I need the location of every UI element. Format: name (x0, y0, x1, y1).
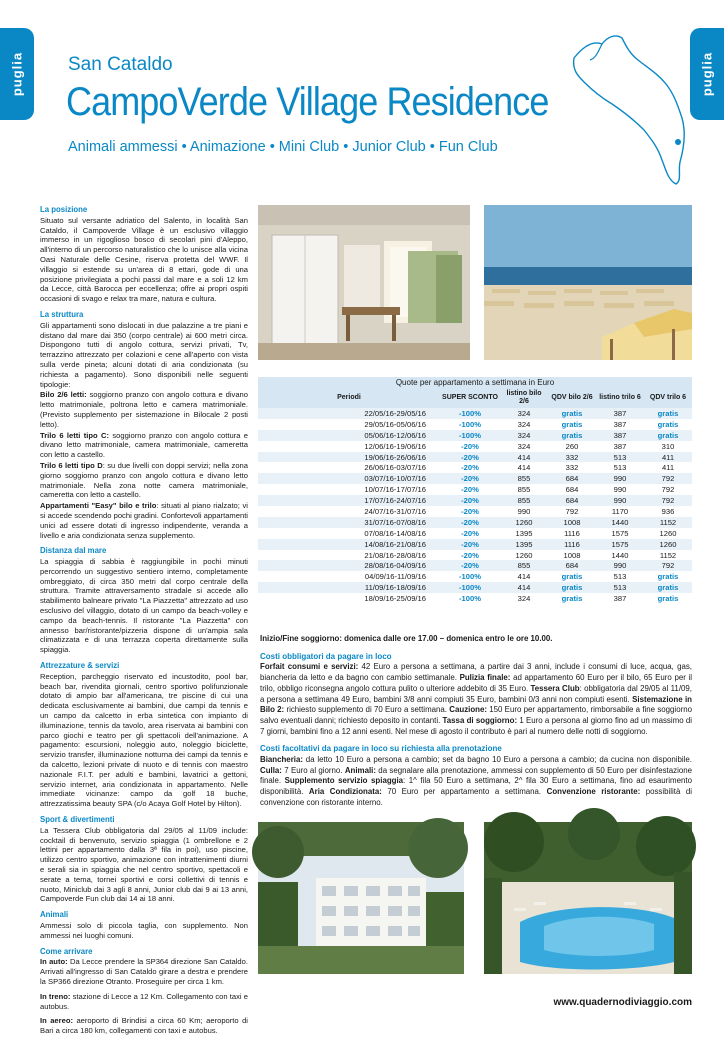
table-row (258, 419, 692, 430)
table-cell: 1116 (548, 539, 596, 550)
table-cell: 11/09/16-18/09/16 (258, 582, 440, 593)
table-cell: 1008 (548, 517, 596, 528)
section-text: La Tessera Club obbligatoria dal 29/05 al 11/09 include: cocktail di benvenuto, servizio spiaggia (1 ombrellone e 2 lettini per appartamento dalla 3ª fila in poi), uso piscine, utilizzo centro sportivo, animazione con intrattenimenti diurni e serali sia in spiaggia che nel centro sportivo, spettacoli e serate a tema, tornei sportivi e corsi collettivi di tennis e nuoto, Miniclub dai 3 agli 8 anni, Junior club dai 9 ai 13 anni, Campoverde Fun club dai 14 ai 18 anni. (40, 825, 248, 904)
table-cell: 1260 (644, 528, 692, 539)
table-row (258, 539, 692, 550)
table-cell: -100% (440, 582, 500, 593)
city-name: San Cataldo (68, 54, 173, 75)
table-cell: 324 (500, 408, 548, 419)
table-cell: 855 (500, 495, 548, 506)
table-cell: 513 (596, 452, 644, 463)
table-cell: 387 (596, 593, 644, 604)
table-cell: 792 (644, 495, 692, 506)
table-cell: 03/07/16-10/07/16 (258, 473, 440, 484)
table-row (258, 430, 692, 441)
table-cell: 1152 (644, 517, 692, 528)
table-cell: 1395 (500, 528, 548, 539)
table-cell: 387 (596, 430, 644, 441)
puglia-map-icon (568, 30, 692, 190)
table-cell: 684 (548, 473, 596, 484)
table-cell: gratis (644, 582, 692, 593)
table-row (258, 462, 692, 473)
table-cell: 1260 (644, 539, 692, 550)
costs-info (260, 634, 692, 809)
building-photo (258, 822, 464, 974)
table-cell: gratis (548, 582, 596, 593)
table-cell: 684 (548, 484, 596, 495)
table-cell: 1170 (596, 506, 644, 517)
table-cell: 22/05/16-29/05/16 (258, 408, 440, 419)
column-header: Periodi (258, 388, 440, 408)
page-title: CampoVerde Village Residence (66, 80, 549, 124)
section-title: Animali (40, 910, 69, 920)
table-cell: -100% (440, 571, 500, 582)
table-cell: 332 (548, 452, 596, 463)
table-cell: gratis (644, 419, 692, 430)
table-row (258, 506, 692, 517)
table-cell: 10/07/16-17/07/16 (258, 484, 440, 495)
section-title: La struttura (40, 309, 84, 319)
table-cell: gratis (548, 419, 596, 430)
section-text: Situato sul versante adriatico del Salento, in località San Cataldo, il Campoverde Village è un esclusivo villaggio immerso in un rigoglioso bosco di secolari pini d'Aleppo, all'interno di un percorso naturalistico che lo unisce alla vicina Oasi Naturale delle Cesine, riserva protetta del WWF. Il villaggio si estende su un'area di 8 ettari, gode di una posizione privilegiata a pochi passi dal mare e a soli 12 km da Lecce, città Barocca per eccellenza; offre ai propri ospiti occasioni di svago e relax tra mare, natura e cultura. (40, 215, 248, 304)
section-title: Costi facoltativi da pagare in loco su richiesta alla prenotazione (260, 744, 502, 754)
region-tab-right (690, 28, 724, 120)
table-row (258, 571, 692, 582)
table-cell: 05/06/16-12/06/16 (258, 430, 440, 441)
table-row (258, 484, 692, 495)
table-cell: 387 (596, 419, 644, 430)
table-row (258, 550, 692, 561)
interior-photo (258, 205, 470, 360)
section-text: La spiaggia di sabbia è raggiungibile in pochi minuti percorrendo un suggestivo sentiero interno, completamente ombreggiato, di circa 350 metri dal corpo centrale della struttura. Tramite attraversamento stradale si accede allo stabilimento balneare privato "La Piazzetta" attrezzato ad uso esclusivo del villaggio, dotato di un campo da beach-volley e campo da beach-tennis. Il ristorante "La Piazzetta" con annesso bar/ristorante/pizzeria dispone di un'ampia sala climatizzata e di una terrazza coperta direttamente sulla spiaggia. (40, 557, 248, 655)
table-cell: 990 (596, 484, 644, 495)
table-cell: 414 (500, 462, 548, 473)
table-cell: 1260 (500, 517, 548, 528)
table-cell: -100% (440, 419, 500, 430)
table-cell: 1575 (596, 528, 644, 539)
table-cell: 324 (500, 430, 548, 441)
table-cell: -20% (440, 528, 500, 539)
table-cell: 792 (548, 506, 596, 517)
table-cell: 04/09/16-11/09/16 (258, 571, 440, 582)
table-cell: -20% (440, 539, 500, 550)
table-cell: -100% (440, 593, 500, 604)
section-text: Gli appartamenti sono dislocati in due palazzine a tre piani e distano dal mare dai 350 (corpo centrale) ai 600 metri circa. Dispongono tutti di angolo cottura, servizi privati, Tv, terrazzino attrezzato per colazioni e cene all'aperto con vista sulla verde pineta; alcuni dotati di aria condizionata (su richiesta a pagamento). Sono disponibili nelle seguenti tipologie: (40, 320, 248, 389)
table-cell: 411 (644, 462, 692, 473)
table-cell: -20% (440, 473, 500, 484)
table-cell: 855 (500, 473, 548, 484)
table-cell: -20% (440, 517, 500, 528)
table-cell: 24/07/16-31/07/16 (258, 506, 440, 517)
table-cell: -20% (440, 560, 500, 571)
table-cell: 792 (644, 473, 692, 484)
table-cell: 411 (644, 452, 692, 463)
table-cell: 324 (500, 441, 548, 452)
pool-photo (484, 822, 692, 974)
mandatory-costs-text: Forfait consumi e servizi: 42 Euro a persona a settimana, a partire dai 3 anni, include i consumi di luce, acqua, gas, biancheria da letto e da bagno con cambio settimanale. Pulizia finale: ad appartamento 60 Euro per il bilo, 65 Euro per il trilo, obbligo riconsegna angolo cottura pulito o ulteriore addebito di 35 Euro. Tessera Club: obbligatoria dal 29/05 al 11/09, a persona a settimana 49 Euro, bambini 3/8 anni compiuti 35 Euro, bambini 0/3 anni non compiuti esenti. Sistemazione in Bilo 2: richiesto supplemento di 70 Euro a settimana. Cauzione: 150 Euro per appartamento, rimborsabile a fine soggiorno salvo eventuali danni; richiesto deposito in contanti. Tassa di soggiorno: 1 Euro a persona al giorno fino ad un massimo di 7 giorni, bambini fino a 12 anni esenti. Nel mese di agosto il contributo è pari al numero delle notti di soggiorno. (260, 662, 692, 736)
table-cell: -20% (440, 550, 500, 561)
table-cell: -20% (440, 441, 500, 452)
table-cell: 414 (500, 582, 548, 593)
aereo-directions: In aereo: aeroporto di Brindisi a circa 60 Km; aeroporto di Bari a circa 180 km, collegamenti con taxi e autobus. (40, 1016, 248, 1036)
bilo-description: Bilo 2/6 letti: soggiorno pranzo con angolo cottura e divano letto matrimoniale, poltrona letto e camera matrimoniale. (Previsto supplemento per sistemazione in Bilocale 2 posti letto). (40, 390, 248, 429)
table-cell: 387 (596, 408, 644, 419)
column-header: QDV trilo 6 (644, 388, 692, 408)
section-text: Ammessi solo di piccola taglia, con supplemento. Non ammessi nei luoghi comuni. (40, 920, 248, 940)
table-cell: gratis (644, 593, 692, 604)
table-caption: Quote per appartamento a settimana in Euro (258, 377, 692, 388)
beach-photo (484, 205, 692, 360)
table-cell: 1008 (548, 550, 596, 561)
table-cell: 260 (548, 441, 596, 452)
table-row (258, 582, 692, 593)
table-cell: gratis (548, 571, 596, 582)
check-in-out: Inizio/Fine soggiorno: domenica dalle ore 17.00 – domenica entro le ore 10.00. (260, 634, 553, 643)
table-cell: 324 (500, 593, 548, 604)
table-cell: 513 (596, 462, 644, 473)
table-cell: 31/07/16-07/08/16 (258, 517, 440, 528)
table-cell: 1116 (548, 528, 596, 539)
table-row (258, 517, 692, 528)
table-cell: 684 (548, 495, 596, 506)
column-header: listino trilo 6 (596, 388, 644, 408)
table-cell: -100% (440, 430, 500, 441)
auto-directions: In auto: Da Lecce prendere la SP364 direzione San Cataldo. Arrivati all'ingresso di San Cataldo girare a destra e prendere la SP366 direzione Otranto. Proseguire per circa 1 km. (40, 957, 248, 986)
table-cell: 1575 (596, 539, 644, 550)
table-cell: 855 (500, 560, 548, 571)
table-cell: -20% (440, 452, 500, 463)
section-title: Distanza dal mare (40, 546, 107, 556)
trilo-d-description: Trilo 6 letti tipo D: su due livelli con doppi servizi; nella zona giorno soggiorno pranzo con angolo cottura e divano letto matrimoniale. Nella zona notte camera matrimoniale, cameretta con letto a castello. (40, 460, 248, 500)
table-cell: 1395 (500, 539, 548, 550)
features-subtitle: Animali ammessi • Animazione • Mini Club • Junior Club • Fun Club (68, 139, 498, 155)
description-column (40, 205, 248, 1037)
website-url: www.quadernodiviaggio.com (553, 997, 692, 1008)
table-cell: 17/07/16-24/07/16 (258, 495, 440, 506)
table-cell: gratis (548, 430, 596, 441)
table-row (258, 495, 692, 506)
table-row (258, 528, 692, 539)
table-row (258, 560, 692, 571)
trilo-c-description: Trilo 6 letti tipo C: soggiorno pranzo con angolo cottura e divano letto matrimoniale, camera matrimoniale, cameretta con letto a castello. (40, 430, 249, 460)
table-cell: 12/06/16-19/06/16 (258, 441, 440, 452)
table-cell: 513 (596, 571, 644, 582)
table-cell: 684 (548, 560, 596, 571)
table-cell: gratis (644, 571, 692, 582)
table-row (258, 593, 692, 604)
table-cell: -20% (440, 506, 500, 517)
table-cell: 29/05/16-05/06/16 (258, 419, 440, 430)
optional-costs-text: Biancheria: da letto 10 Euro a persona a cambio; set da bagno 10 Euro a persona a cambio; da cucina non disponibile. Culla: 7 Euro al giorno. Animali: da segnalare alla prenotazione, ammessi con supplemento di 50 Euro per disinfestazione finale. Supplemento servizio spiaggia: 1^ fila 50 Euro a settimana, 2^ fila 30 Euro a settimana, fino ad esaurimento disponibilità. Aria Condizionata: 70 Euro per appartamento a settimana. Convenzione ristorante: possibilità di convenzione con ristorante interno. (260, 755, 692, 807)
table-cell: 18/09/16-25/09/16 (258, 593, 440, 604)
table-cell: 387 (596, 441, 644, 452)
table-cell: 513 (596, 582, 644, 593)
table-cell: 855 (500, 484, 548, 495)
table-row (258, 408, 692, 419)
table-cell: 414 (500, 571, 548, 582)
table-cell: -20% (440, 484, 500, 495)
table-cell: 936 (644, 506, 692, 517)
section-title: Attrezzature & servizi (40, 661, 120, 671)
table-cell: 14/08/16-21/08/16 (258, 539, 440, 550)
region-tab-left (0, 28, 34, 120)
table-cell: gratis (548, 408, 596, 419)
table-cell: 414 (500, 452, 548, 463)
section-title: Costi obbligatori da pagare in loco (260, 651, 392, 661)
table-cell: 310 (644, 441, 692, 452)
column-header: listino bilo 2/6 (500, 388, 548, 408)
region-label: puglia (9, 51, 25, 97)
section-title: Sport & divertimenti (40, 815, 115, 825)
table-cell: gratis (644, 408, 692, 419)
price-table (258, 377, 692, 604)
table-header-row (258, 388, 692, 408)
table-cell: 990 (500, 506, 548, 517)
table-cell: 990 (596, 495, 644, 506)
table-row (258, 473, 692, 484)
table-row (258, 452, 692, 463)
table-cell: -20% (440, 495, 500, 506)
table-cell: gratis (548, 593, 596, 604)
table-cell: 792 (644, 560, 692, 571)
table-cell: 28/08/16-04/09/16 (258, 560, 440, 571)
column-header: QDV bilo 2/6 (548, 388, 596, 408)
section-text: Reception, parcheggio riservato ed incustodito, pool bar, beach bar, rivendita giornali, centro sportivo polifunzionale dotato di ampio bar all'americana, tre piscine di cui una dedicata esclusivamente ai bambini, due campi da tennis e un campo da calcetto in erba sintetica con impianto di illuminazione, tennis da tavolo, area riservata ai bambini con parco giochi e teatro per gli spettacoli dell'animazione. A pagamento: escursioni, noleggio auto, noleggio biciclette, servizio transfer, illuminazione notturna dei campi da tennis e da calcetto, lezioni private di nuoto e di tennis con maestro nazionale F.I.T. per adulti e bambini, lavatrici a gettoni, servizio internet, aria condizionata in appartamento. Nelle immediate vicinanze: campo da golf 18 buche, attrezzatissima beauty SPA (c/o Acaya Golf Hotel by Hilton). (40, 671, 248, 809)
table-cell: 990 (596, 560, 644, 571)
table-cell: 26/06/16-03/07/16 (258, 462, 440, 473)
section-title: La posizione (40, 205, 88, 214)
table-cell: gratis (644, 430, 692, 441)
table-cell: 1152 (644, 550, 692, 561)
table-cell: -100% (440, 408, 500, 419)
table-cell: 990 (596, 473, 644, 484)
treno-directions: In treno: stazione di Lecce a 12 Km. Collegamento con taxi e autobus. (40, 991, 249, 1011)
table-cell: 21/08/16-28/08/16 (258, 550, 440, 561)
column-header: SUPER SCONTO (440, 388, 500, 408)
table-cell: 1440 (596, 517, 644, 528)
table-cell: 792 (644, 484, 692, 495)
table-cell: 1260 (500, 550, 548, 561)
table-cell: 324 (500, 419, 548, 430)
table-cell: 19/06/16-26/06/16 (258, 452, 440, 463)
easy-description: Appartamenti "Easy" bilo e trilo: situati al piano rialzato; vi si accede scendendo pochi gradini. Confortevoli appartamenti unici ad essere dotati di ingresso indipendente, veranda a livello e aria condizionata senza supplemento. (40, 501, 248, 540)
table-cell: 332 (548, 462, 596, 473)
table-cell: 07/08/16-14/08/16 (258, 528, 440, 539)
table-row (258, 441, 692, 452)
table-cell: -20% (440, 462, 500, 473)
region-label: puglia (699, 51, 715, 97)
table-cell: 1440 (596, 550, 644, 561)
section-title: Come arrivare (40, 946, 93, 956)
